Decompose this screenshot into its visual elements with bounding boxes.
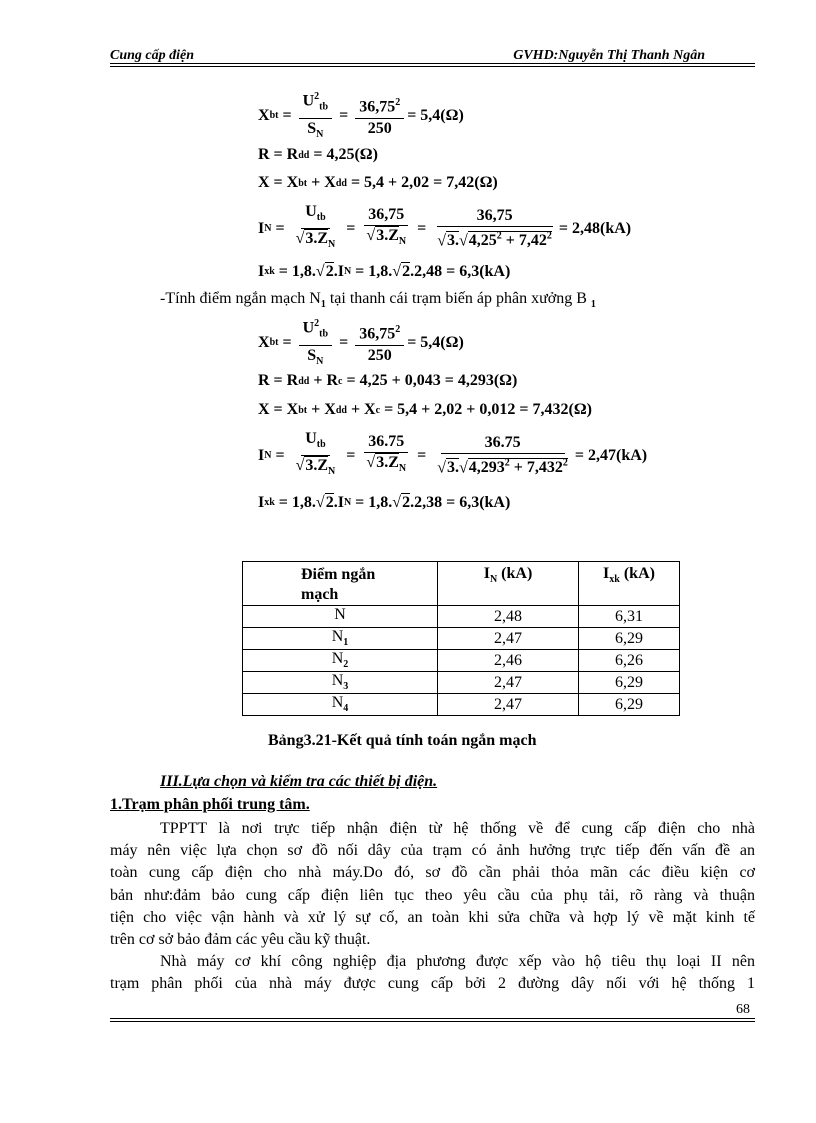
- equation-xbt-1: X bt = $\frac{U^2_{tb}}{S_N}$ = $\frac{36,75^2}{250}$ = 5,4(Ω): [258, 88, 464, 144]
- equation-r-1: R = R dd = 4,25(Ω): [258, 146, 378, 163]
- table-header-row: [243, 562, 680, 606]
- equation-x-2: X = X bt + X dd + X c = 5,4 + 2,02 + 0,012 = 7,432(Ω): [258, 401, 592, 418]
- equation-x-1: X = X bt + X dd = 5,4 + 2,02 = 7,42(Ω): [258, 174, 498, 191]
- intro-line: -Tính điểm ngắn mạch $N_1$ tại thanh cái trạm biến áp phân xưởng B $_1$: [160, 290, 596, 311]
- equation-ixk-2: I xk = 1,8. √ 2 .I N = 1,8. √ 2 .2,38 = 6,3(kA): [258, 493, 511, 511]
- table-row: $N_1$ 2,47 6,29: [243, 628, 680, 650]
- paragraph-2: Nhà máy cơ khí công nghiệp địa phương được xếp vào hộ tiêu thụ loại II nên trạm phân phối của nhà máy được cung cấp bởi 2 đường dây nối với hệ thống 1: [110, 953, 755, 993]
- table-row: $N_2$ 2,46 6,26: [243, 650, 680, 672]
- equation-in-1: I N = $\frac{U_{tb}}{√3.Z_N}$ = $\frac{36,75}{√3.Z_N}$ = $\frac{36,75}{√3.√4,25^2 + 7,42^2}$ = 2,48(kA): [258, 203, 632, 251]
- equation-r-2: R = R dd + R c = 4,25 + 0,043 = 4,293(Ω): [258, 372, 518, 389]
- page-number: 68: [736, 1002, 750, 1017]
- header-left: Cung cấp điện: [110, 48, 195, 63]
- header-point: Điểm ngắn mạch: [243, 562, 438, 606]
- header-rule: [110, 63, 755, 64]
- equation-xbt-2: X bt = $\frac{U^2_{tb}}{S_N}$ = $\frac{36,75^2}{250}$ = 5,4(Ω): [258, 315, 464, 371]
- footer-rule: [110, 1018, 755, 1019]
- page-header: [110, 48, 755, 68]
- header-right: GVHD:Nguyễn Thị Thanh Ngân: [513, 48, 705, 63]
- table-row: $N_4$ 2,47 6,29: [243, 694, 680, 716]
- table-caption: Bảng3.21-Kết quả tính toán ngắn mạch: [268, 732, 537, 749]
- header-in: $I_N$ (kA): [438, 562, 579, 606]
- header-rule: [110, 66, 755, 67]
- table-row: $N_3$ 2,47 6,29: [243, 672, 680, 694]
- subsection-title: 1.Trạm phân phối trung tâm.: [110, 796, 310, 813]
- short-circuit-table: [242, 561, 680, 716]
- equation-ixk-1: I xk = 1,8. √ 2 .I N = 1,8. √ 2 .2,48 = 6,3(kA): [258, 262, 511, 280]
- section-title: III.Lựa chọn và kiểm tra các thiết bị điện.: [160, 773, 438, 790]
- paragraph-1: TPPTT là nơi trực tiếp nhận điện từ hệ thống về để cung cấp điện cho nhà máy nên việc lựa chọn sơ đồ nối dây của trạm có ảnh hưởng trực tiếp đến vấn đề an toàn cung cấp điện cho nhà máy.Do đó, sơ đồ cần phải thỏa mãn các điều kiện cơ bản như:đảm bảo cung cấp điện liên tục theo yêu cầu của phụ tải, rõ ràng và thuận tiện cho việc vận hành và xử lý sự cố, an toàn khi sửa chữa và hợp lý về mặt kinh tế trên cơ sở bảo đảm các yêu cầu kỹ thuật.: [110, 820, 755, 948]
- equation-in-2: I N = $\frac{U_{tb}}{√3.Z_N}$ = $\frac{36.75}{√3.Z_N}$ = $\frac{36.75}{√3.√4,293^2 + 7,432^2}$ = 2,47(kA): [258, 430, 648, 478]
- table-row: N 2,48 6,31: [243, 606, 680, 628]
- footer-rule: [110, 1021, 755, 1022]
- header-ixk: $I_{xk}$ (kA): [579, 562, 680, 606]
